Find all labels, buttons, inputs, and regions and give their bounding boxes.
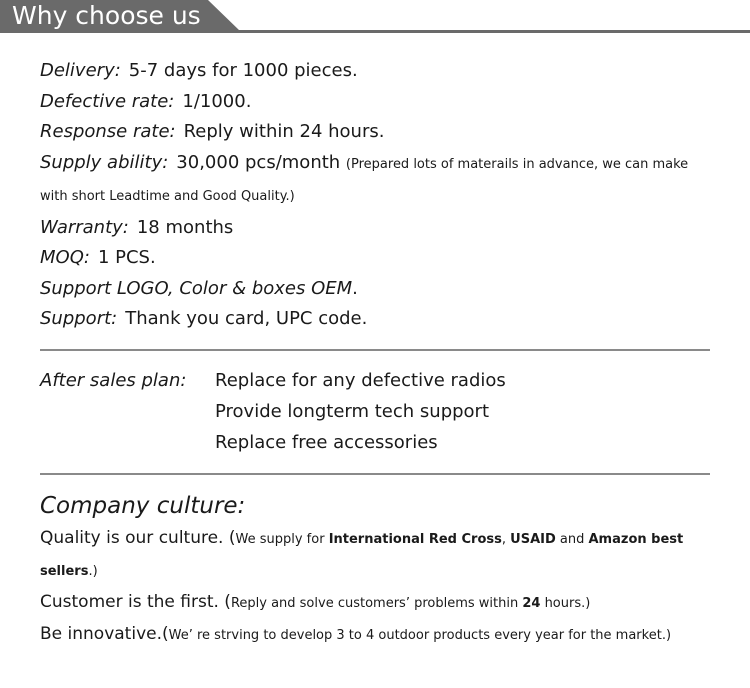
after-sales-item: Provide longterm tech support [215, 400, 490, 422]
spec-label: Defective rate: [40, 90, 175, 112]
spec-label: Response rate: [40, 121, 176, 142]
spec-label: MOQ: [40, 247, 90, 268]
divider [40, 349, 710, 351]
after-sales-item: Replace for any defective radios [215, 369, 506, 391]
spec-value: 18 months [136, 216, 234, 238]
culture-note: We supply for [235, 531, 329, 547]
culture-main: Quality is our culture. ( [40, 527, 236, 548]
culture-main: Be innovative.( [40, 623, 169, 644]
spec-value: 30,000 pcs/month [176, 151, 341, 173]
section-header [0, 0, 750, 34]
culture-note: hours.) [540, 595, 591, 611]
spec-value: 5-7 days for 1000 pieces. [128, 60, 358, 81]
spec-value: . [352, 277, 358, 299]
culture-line [40, 619, 710, 651]
spec-value: Thank you card, UPC code. [125, 308, 368, 329]
after-sales-label: After sales plan: [40, 369, 187, 391]
culture-note: , [501, 531, 511, 547]
spec-note: (Prepared lots of materails in advance, we can make with short Leadtime and Good Quality.) [40, 156, 689, 204]
spec-oem [40, 274, 710, 305]
culture-note: We’ re strving to develop 3 to 4 outdoor products every year for the market.) [168, 627, 672, 643]
culture-bold: USAID [510, 531, 556, 547]
after-sales-item: Replace free accessories [215, 431, 438, 453]
spec-label: Support: [40, 308, 118, 329]
culture-main: Customer is the first. ( [40, 591, 231, 612]
spec-label: Supply ability: [40, 151, 169, 173]
after-sales-items [215, 365, 506, 458]
divider [40, 473, 710, 475]
spec-value: Reply within 24 hours. [183, 121, 385, 142]
spec-defective-rate [40, 87, 710, 118]
culture-note: .) [88, 563, 98, 579]
spec-warranty [40, 213, 710, 244]
culture-note: Reply and solve customers’ problems within [230, 595, 523, 611]
spec-response-rate [40, 117, 710, 148]
culture-bold: 24 [522, 595, 541, 611]
culture-note: and [555, 531, 589, 547]
spec-delivery [40, 56, 710, 87]
culture-line [40, 587, 710, 619]
spec-support [40, 304, 710, 335]
culture-section [40, 489, 710, 651]
culture-bold: Amazon best sellers [40, 531, 684, 579]
after-sales-section [40, 365, 710, 458]
spec-value: 1/1000. [182, 90, 252, 112]
spec-supply-ability [40, 148, 710, 213]
spec-list [40, 56, 710, 335]
spec-label: Support LOGO, Color & boxes OEM [40, 277, 353, 299]
culture-line [40, 523, 710, 587]
culture-title: Company culture: [40, 492, 246, 519]
culture-bold: International Red Cross [328, 531, 502, 547]
spec-value: 1 PCS. [97, 247, 156, 268]
after-sales-plan [40, 365, 710, 458]
spec-moq [40, 243, 710, 274]
section-title: Why choose us [12, 1, 201, 30]
spec-label: Warranty: [40, 216, 129, 238]
content [40, 56, 710, 651]
spec-label: Delivery: [40, 60, 121, 81]
